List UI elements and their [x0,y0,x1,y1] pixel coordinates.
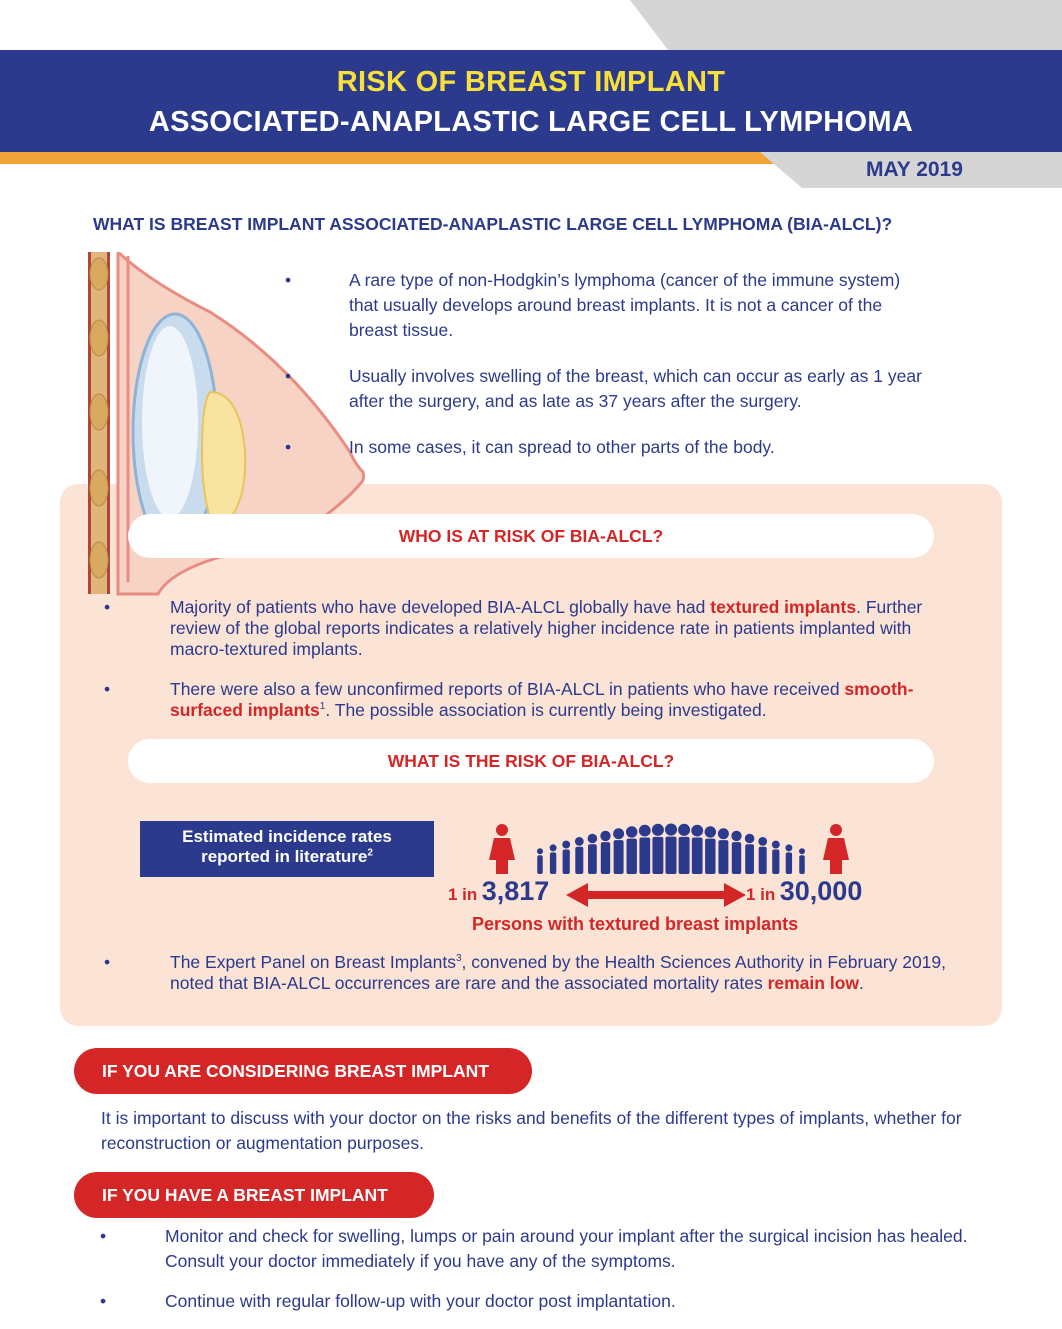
what-is-bullet: • In some cases, it can spread to other parts of the body. [285,435,925,460]
textured-implants-highlight: textured implants [710,597,857,617]
rate-value-left: 3,817 [481,876,550,906]
who-at-risk-heading: WHO IS AT RISK OF BIA-ALCL? [128,514,934,558]
footnote-ref: 2 [367,847,373,859]
what-is-bullet: • Usually involves swelling of the breast, which can occur as early as 1 year after the surgery, and as late as 37 years after the surgery. [285,364,925,414]
estimated-rates-box [140,821,434,877]
risk-heading: WHAT IS THE RISK OF BIA-ALCL? [128,739,934,783]
have-implant-bullet: • Continue with regular follow-up with your doctor post implantation. [100,1289,1000,1314]
bullet-text: Majority of patients who have developed BIA-ALCL globally have had [170,597,711,617]
considering-heading: IF YOU ARE CONSIDERING BREAST IMPLANT [74,1048,532,1094]
estimate-line-2: reported in literature$^2$ [201,847,373,866]
range-arrow-icon [566,880,746,910]
rate-low-end: 1 in 3,817 [448,876,550,906]
people-crowd-icon [480,794,870,884]
banner-orange-stripe [0,152,790,164]
red-person-right-icon [823,824,849,874]
expert-panel-bullet: • The Expert Panel on Breast Implants$^3$, convened by the Health Sciences Authority in February 2019, noted that BIA-ALCL occurrences are rare and the associated mortality rates remain low. [100,952,980,994]
header-grey-corner [600,0,1062,50]
rate-value-right: 30,000 [779,876,863,906]
footnote-ref: 1 [319,701,326,713]
rate-caption: Persons with textured breast implants [472,914,799,934]
what-is-bullet: • A rare type of non-Hodgkin’s lymphoma (cancer of the immune system) that usually develops around breast implants. It is not a cancer of the breast tissue. [285,268,925,343]
footnote-ref: 3 [455,953,462,965]
publication-date: MAY 2019 [866,158,963,181]
title-line-2: ASSOCIATED-ANAPLASTIC LARGE CELL LYMPHOMA [148,106,914,138]
bullet-text: There were also a few unconfirmed reports of BIA-ALCL in patients who have received [170,679,845,699]
have-implant-heading: IF YOU HAVE A BREAST IMPLANT [74,1172,434,1218]
what-is-list [285,268,925,481]
remain-low-highlight: remain low [767,973,859,993]
expert-panel-list [100,952,980,994]
who-at-risk-bullet [100,679,960,721]
title-line-1: RISK OF BREAST IMPLANT [336,66,726,98]
rate-high-end: 1 in 30,000 [746,876,863,906]
considering-text: It is important to discuss with your doctor on the risks and benefits of the different types of implants, whether for reconstruction or augmentation purposes. [101,1108,962,1153]
who-at-risk-bullet [100,597,960,660]
have-implant-bullet: • Monitor and check for swelling, lumps or pain around your implant after the surgical incision has healed. Consult your doctor immediately if you have any of the symptoms. [100,1224,1000,1274]
estimate-line-1: Estimated incidence rates [182,827,392,846]
who-at-risk-list [100,597,960,740]
bullet-text: . Further review of the global reports indicates a relatively higher incidence rate in patients implanted with macro-textured implants. [170,597,923,659]
what-is-heading: WHAT IS BREAST IMPLANT ASSOCIATED-ANAPLASTIC LARGE CELL LYMPHOMA (BIA-ALCL)? [93,214,893,234]
smooth-implants-highlight: smooth-surfaced implants [170,679,914,720]
have-implant-list [100,1224,1000,1329]
bullet-text: . The possible association is currently being investigated. [325,700,767,720]
red-person-left-icon [489,824,515,874]
